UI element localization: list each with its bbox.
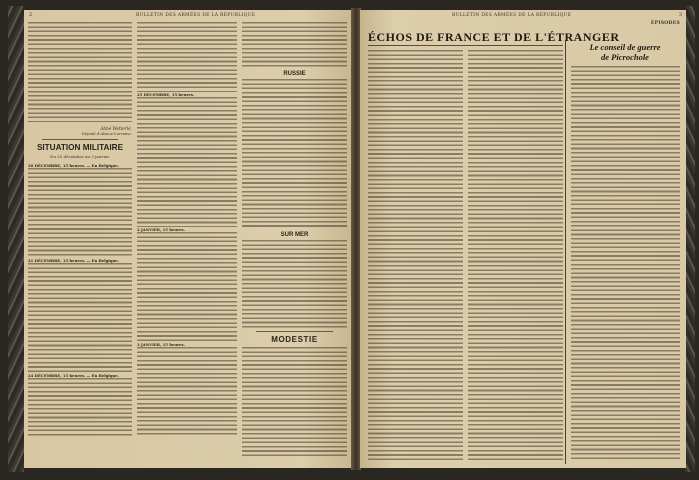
- communique-date: 2 JANVIER, 15 heures.: [137, 227, 186, 232]
- left-running-head: BULLETIN DES ARMÉES DE LA RÉPUBLIQUE: [136, 13, 256, 18]
- picrochole-title-line1: Le conseil de guerre: [589, 42, 661, 52]
- episodes-label: ÉPISODES: [650, 21, 680, 26]
- divider: [42, 139, 118, 140]
- right-page: [360, 10, 686, 468]
- communique-text: [137, 347, 237, 437]
- right-running-head: BULLETIN DES ARMÉES DE LA RÉPUBLIQUE: [452, 13, 572, 18]
- right-column-2: [468, 50, 563, 462]
- echos-title: ÉCHOS DE FRANCE ET DE L'ÉTRANGER: [368, 30, 620, 44]
- right-column-1: [368, 50, 463, 462]
- communique-text: [137, 97, 237, 227]
- russia-heading: RUSSIE: [283, 71, 306, 77]
- communique-text: [137, 22, 237, 92]
- divider: [256, 331, 333, 332]
- echos-text: [368, 50, 463, 462]
- marbled-edge-right: [685, 6, 695, 472]
- picrochole-text: [571, 66, 680, 461]
- picrochole-title-line2: de Picrochole: [601, 52, 649, 62]
- picrochole-box: [565, 40, 684, 464]
- sea-heading: SUR MER: [280, 232, 309, 238]
- communique-text: [137, 232, 237, 342]
- left-column-2: [137, 22, 237, 462]
- communique-text: [242, 22, 347, 68]
- communique-text: [28, 378, 132, 438]
- signature-name: Abbé Wetterlé,: [100, 126, 132, 131]
- communique-date: 24 DÉCEMBRE, 15 heures. — En Belgique.: [28, 373, 119, 378]
- communique-date: 25 DÉCEMBRE, 15 heures.: [137, 92, 195, 97]
- echos-text: [468, 50, 563, 462]
- communique-date: 21 DÉCEMBRE, 15 heures. — En Belgique.: [28, 258, 119, 263]
- marbled-spine-left: [8, 6, 24, 472]
- modestie-heading: MODESTIE: [271, 335, 318, 344]
- left-page: [24, 10, 352, 468]
- russia-text: [242, 79, 347, 229]
- left-column-1: [28, 22, 132, 462]
- sea-text: [242, 240, 347, 328]
- communique-date: 20 DÉCEMBRE, 15 heures. — En Belgique.: [28, 163, 119, 168]
- modestie-text: [242, 347, 347, 457]
- situation-militaire-heading: SITUATION MILITAIRE: [36, 143, 124, 152]
- right-page-number: 3: [678, 12, 682, 18]
- communique-text: [28, 263, 132, 373]
- situation-militaire-dates: Du 20 décembre au 3 janvier.: [50, 154, 110, 159]
- title-rule: [368, 45, 563, 46]
- left-page-number: 2: [29, 12, 33, 18]
- left-column-3: [242, 22, 347, 462]
- signature-role: Député d'Alsace-Lorraine.: [81, 131, 132, 136]
- article-text: [28, 22, 132, 122]
- communique-text: [28, 168, 132, 258]
- communique-date: 3 JANVIER, 15 heures.: [137, 342, 186, 347]
